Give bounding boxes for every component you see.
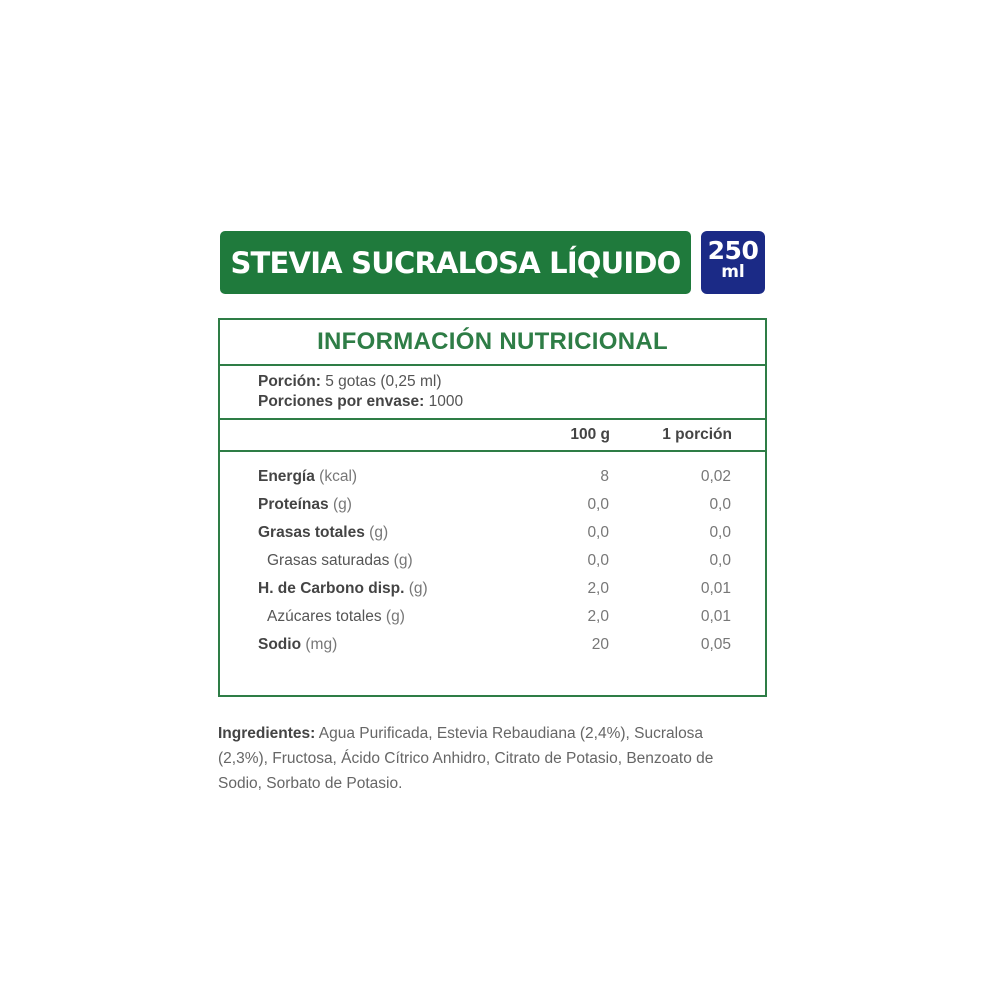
- nutrient-unit: (kcal): [319, 468, 358, 485]
- nutrient-name: Azúcares totales: [267, 608, 382, 625]
- serving-size-label: Porción:: [258, 373, 321, 390]
- nutrient-value-100g: 2,0: [587, 608, 609, 625]
- nutrient-value-portion: 0,0: [709, 496, 731, 513]
- nutrient-unit: (g): [385, 608, 405, 625]
- servings-per-container-label: Porciones por envase:: [258, 393, 425, 410]
- nutrient-row-total-fat: [220, 520, 765, 548]
- nutrient-unit: (g): [393, 552, 413, 569]
- nutrition-table: [218, 318, 767, 697]
- nutrient-unit: (g): [408, 580, 428, 597]
- ingredients-block: [218, 721, 748, 796]
- nutrient-unit: (g): [369, 524, 389, 541]
- nutrient-row-sodium: [220, 632, 765, 660]
- nutrient-label: [267, 608, 405, 626]
- nutrient-value-100g: 0,0: [587, 524, 609, 541]
- nutrient-value-100g: 20: [591, 636, 609, 653]
- nutrient-value-portion: 0,02: [700, 468, 731, 485]
- nutrient-row-saturated-fat: [220, 548, 765, 576]
- nutrition-heading: INFORMACIÓN NUTRICIONAL: [220, 320, 765, 366]
- nutrient-name: Sodio: [258, 636, 302, 653]
- nutrient-row-carbohydrates: [220, 576, 765, 604]
- product-title: STEVIA SUCRALOSA LÍQUIDO: [230, 245, 681, 280]
- nutrient-label: [258, 468, 357, 486]
- nutrient-name: Grasas totales: [258, 524, 365, 541]
- ingredients-label: Ingredientes:: [218, 725, 316, 742]
- volume-number: 250: [707, 236, 759, 265]
- ingredients-text: Agua Purificada, Estevia Rebaudiana (2,4%), Sucralosa (2,3%), Fructosa, Ácido Cítrico Anhidro, Citrato de Potasio, Benzoato de Sodio, Sorbato de Potasio.: [218, 725, 714, 792]
- nutrient-label: [258, 496, 352, 514]
- column-header-100g: 100 g: [570, 426, 610, 443]
- servings-per-container-line: [258, 392, 765, 412]
- nutrient-name: Proteínas: [258, 496, 329, 513]
- nutrient-label: [258, 580, 428, 598]
- volume-badge: [701, 231, 765, 294]
- nutrient-value-100g: 8: [600, 468, 609, 485]
- serving-size-value: 5 gotas (0,25 ml): [325, 373, 442, 390]
- nutrient-value-portion: 0,0: [709, 524, 731, 541]
- product-title-banner: [220, 231, 691, 294]
- serving-info: [220, 366, 765, 420]
- nutrient-label: [258, 524, 388, 542]
- column-header-portion: 1 porción: [662, 426, 732, 443]
- nutrient-row-total-sugars: [220, 604, 765, 632]
- nutrient-value-100g: 2,0: [587, 580, 609, 597]
- servings-per-container-value: 1000: [428, 393, 464, 410]
- nutrient-name: Energía: [258, 468, 315, 485]
- nutrient-row-protein: [220, 492, 765, 520]
- nutrient-value-100g: 0,0: [587, 496, 609, 513]
- column-headers: [220, 420, 765, 452]
- nutrient-row-energy: [220, 464, 765, 492]
- nutrient-value-portion: 0,05: [700, 636, 731, 653]
- nutrient-unit: (mg): [305, 636, 338, 653]
- nutrient-rows: [220, 452, 765, 660]
- nutrient-name: Grasas saturadas: [267, 552, 390, 569]
- nutrient-name: H. de Carbono disp.: [258, 580, 405, 597]
- serving-size-line: [258, 372, 765, 392]
- nutrient-value-100g: 0,0: [587, 552, 609, 569]
- nutrient-label: [267, 552, 413, 570]
- nutrient-value-portion: 0,01: [700, 580, 731, 597]
- nutrient-unit: (g): [332, 496, 352, 513]
- nutrient-value-portion: 0,01: [700, 608, 731, 625]
- volume-unit: ml: [721, 262, 745, 282]
- nutrient-value-portion: 0,0: [709, 552, 731, 569]
- nutrient-label: [258, 636, 337, 654]
